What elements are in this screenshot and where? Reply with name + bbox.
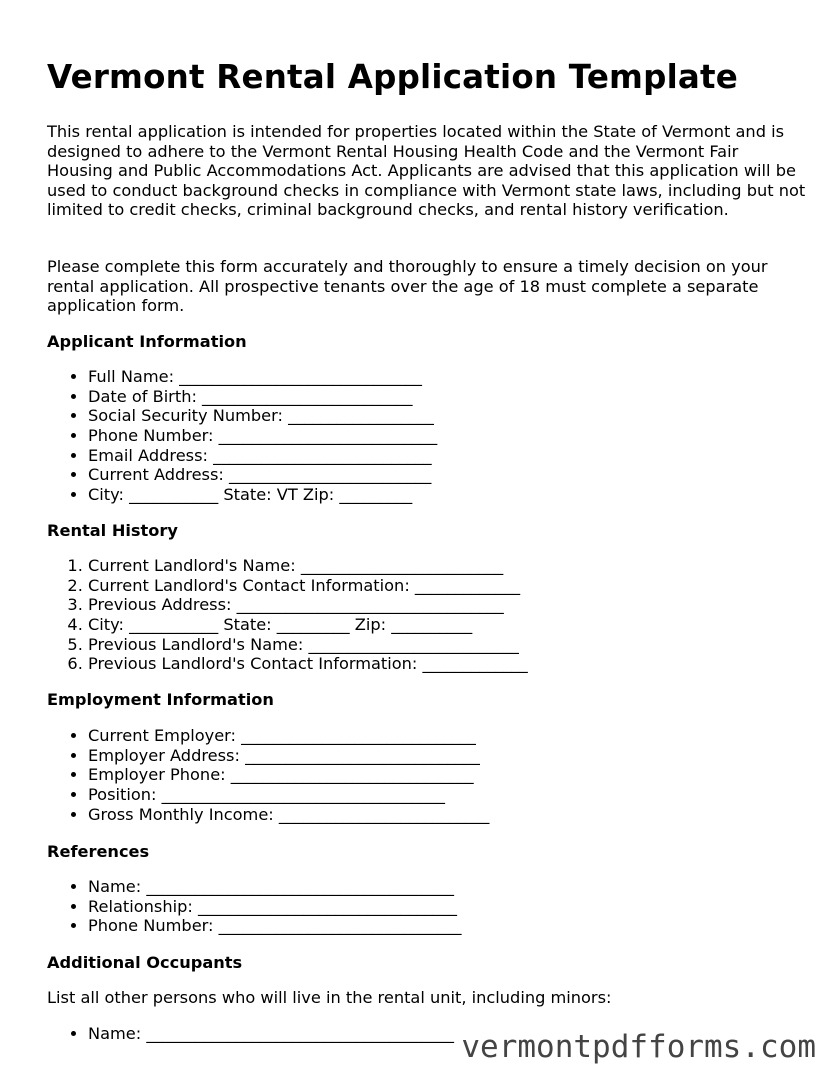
field-full-name[interactable]: • Full Name: ______________________________	[88, 367, 437, 387]
field-reference-phone[interactable]: • Phone Number: ______________________________	[88, 916, 461, 936]
field-reference-relationship[interactable]: • Relationship: ________________________________	[88, 897, 461, 917]
applicant-info-list	[47, 367, 437, 505]
section-heading-references: References	[47, 842, 150, 861]
field-city-state-zip[interactable]: • City: ___________ State: VT Zip: _________	[88, 485, 437, 505]
section-heading-occupants: Additional Occupants	[47, 953, 243, 972]
field-date-of-birth[interactable]: • Date of Birth: __________________________	[88, 387, 437, 407]
occupants-list	[47, 1024, 454, 1044]
section-heading-rental-history: Rental History	[47, 521, 178, 540]
field-phone-number[interactable]: • Phone Number: ___________________________	[88, 426, 437, 446]
field-previous-landlord-contact[interactable]: 6. Previous Landlord's Contact Information: _____________	[88, 654, 528, 674]
field-reference-name[interactable]: • Name: ______________________________________	[88, 877, 461, 897]
intro-paragraph-2: Please complete this form accurately and thoroughly to ensure a timely decision on your rental application. All prospective tenants over the age of 18 must complete a separate application form.	[47, 257, 768, 316]
field-current-address[interactable]: • Current Address: _________________________	[88, 465, 437, 485]
field-position[interactable]: • Position: ___________________________________	[88, 785, 489, 805]
field-occupant-name[interactable]: • Name: ______________________________________	[88, 1024, 454, 1044]
field-current-employer[interactable]: • Current Employer: _____________________________	[88, 726, 489, 746]
section-heading-applicant: Applicant Information	[47, 332, 247, 351]
field-current-landlord-contact[interactable]: 2. Current Landlord's Contact Information: _____________	[88, 576, 528, 596]
field-previous-city-state-zip[interactable]: 4. City: ___________ State: _________ Zip: __________	[88, 615, 528, 635]
intro-paragraph-1: This rental application is intended for properties located within the State of Vermont and is designed to adhere to the Vermont Rental Housing Health Code and the Vermont Fair Housing and Public Accommodations Act. Applicants are advised that this application will be used to conduct background checks in compliance with Vermont state laws, including but not limited to credit checks, criminal background checks, and rental history verification.	[47, 122, 806, 220]
field-current-landlord-name[interactable]: 1. Current Landlord's Name: _________________________	[88, 556, 528, 576]
field-gross-monthly-income[interactable]: • Gross Monthly Income: __________________________	[88, 805, 489, 825]
occupants-description: List all other persons who will live in the rental unit, including minors:	[47, 988, 612, 1007]
field-previous-landlord-name[interactable]: 5. Previous Landlord's Name: __________________________	[88, 635, 528, 655]
field-email-address[interactable]: • Email Address: ___________________________	[88, 446, 437, 466]
watermark: vermontpdfforms.com	[457, 1028, 816, 1066]
field-previous-address[interactable]: 3. Previous Address: _________________________________	[88, 595, 528, 615]
field-employer-address[interactable]: • Employer Address: _____________________________	[88, 746, 489, 766]
field-ssn[interactable]: • Social Security Number: __________________	[88, 406, 437, 426]
section-heading-employment: Employment Information	[47, 690, 274, 709]
field-employer-phone[interactable]: • Employer Phone: ______________________________	[88, 765, 489, 785]
rental-history-list	[47, 556, 528, 674]
page-title: Vermont Rental Application Template	[47, 58, 739, 96]
references-list	[47, 877, 461, 936]
employment-info-list	[47, 726, 489, 824]
